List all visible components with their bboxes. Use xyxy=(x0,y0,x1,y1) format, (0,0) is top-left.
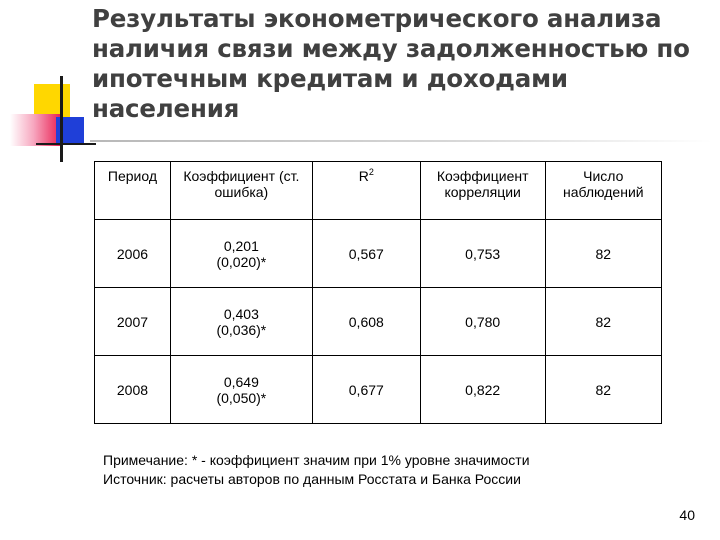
notes-block xyxy=(103,451,530,489)
source-text: Источник: расчеты авторов по данным Росстата и Банка России xyxy=(103,471,521,487)
header-coefficient: Коэффициент (ст. ошибка) xyxy=(170,162,312,220)
cell-coef-se: (0,036)* xyxy=(216,321,267,338)
cell-coef-se: (0,020)* xyxy=(216,253,267,270)
table-row xyxy=(95,220,662,288)
cell-observations: 82 xyxy=(545,288,661,356)
cell-coef-value: 0,403 xyxy=(223,305,259,322)
cell-period: 2008 xyxy=(95,356,171,424)
table-header-row xyxy=(95,162,662,220)
cell-coefficient xyxy=(170,288,312,356)
decor-vertical-line xyxy=(60,76,63,162)
header-observations: Число наблюдений xyxy=(545,162,661,220)
cell-coefficient xyxy=(170,220,312,288)
cell-coef-se: (0,050)* xyxy=(216,389,267,406)
header-period: Период xyxy=(95,162,171,220)
cell-correlation: 0,753 xyxy=(420,220,545,288)
cell-observations: 82 xyxy=(545,220,661,288)
decor-pink-square xyxy=(10,114,62,146)
cell-correlation: 0,780 xyxy=(420,288,545,356)
table-row xyxy=(95,288,662,356)
title-underline xyxy=(90,140,712,142)
results-table xyxy=(94,161,662,424)
slide-title: Результаты эконометрического анализа наличия связи между задолженностью по ипотечным кредитам и доходами населения xyxy=(92,4,690,123)
cell-r2: 0,677 xyxy=(312,356,420,424)
header-r2-base: R xyxy=(358,168,369,184)
cell-coef-value: 0,201 xyxy=(223,237,259,254)
cell-r2: 0,567 xyxy=(312,220,420,288)
cell-coef-value: 0,649 xyxy=(223,373,259,390)
cell-correlation: 0,822 xyxy=(420,356,545,424)
decor-horizontal-line xyxy=(36,143,96,145)
cell-coefficient xyxy=(170,356,312,424)
cell-observations: 82 xyxy=(545,356,661,424)
cell-period: 2006 xyxy=(95,220,171,288)
header-r2 xyxy=(312,162,420,220)
cell-period: 2007 xyxy=(95,288,171,356)
table-row xyxy=(95,356,662,424)
cell-r2: 0,608 xyxy=(312,288,420,356)
page-number: 40 xyxy=(679,507,695,523)
header-correlation: Коэффициент корреляции xyxy=(420,162,545,220)
header-r2-sup: 2 xyxy=(368,167,374,177)
note-text: Примечание: * - коэффициент значим при 1% уровне значимости xyxy=(103,452,530,468)
